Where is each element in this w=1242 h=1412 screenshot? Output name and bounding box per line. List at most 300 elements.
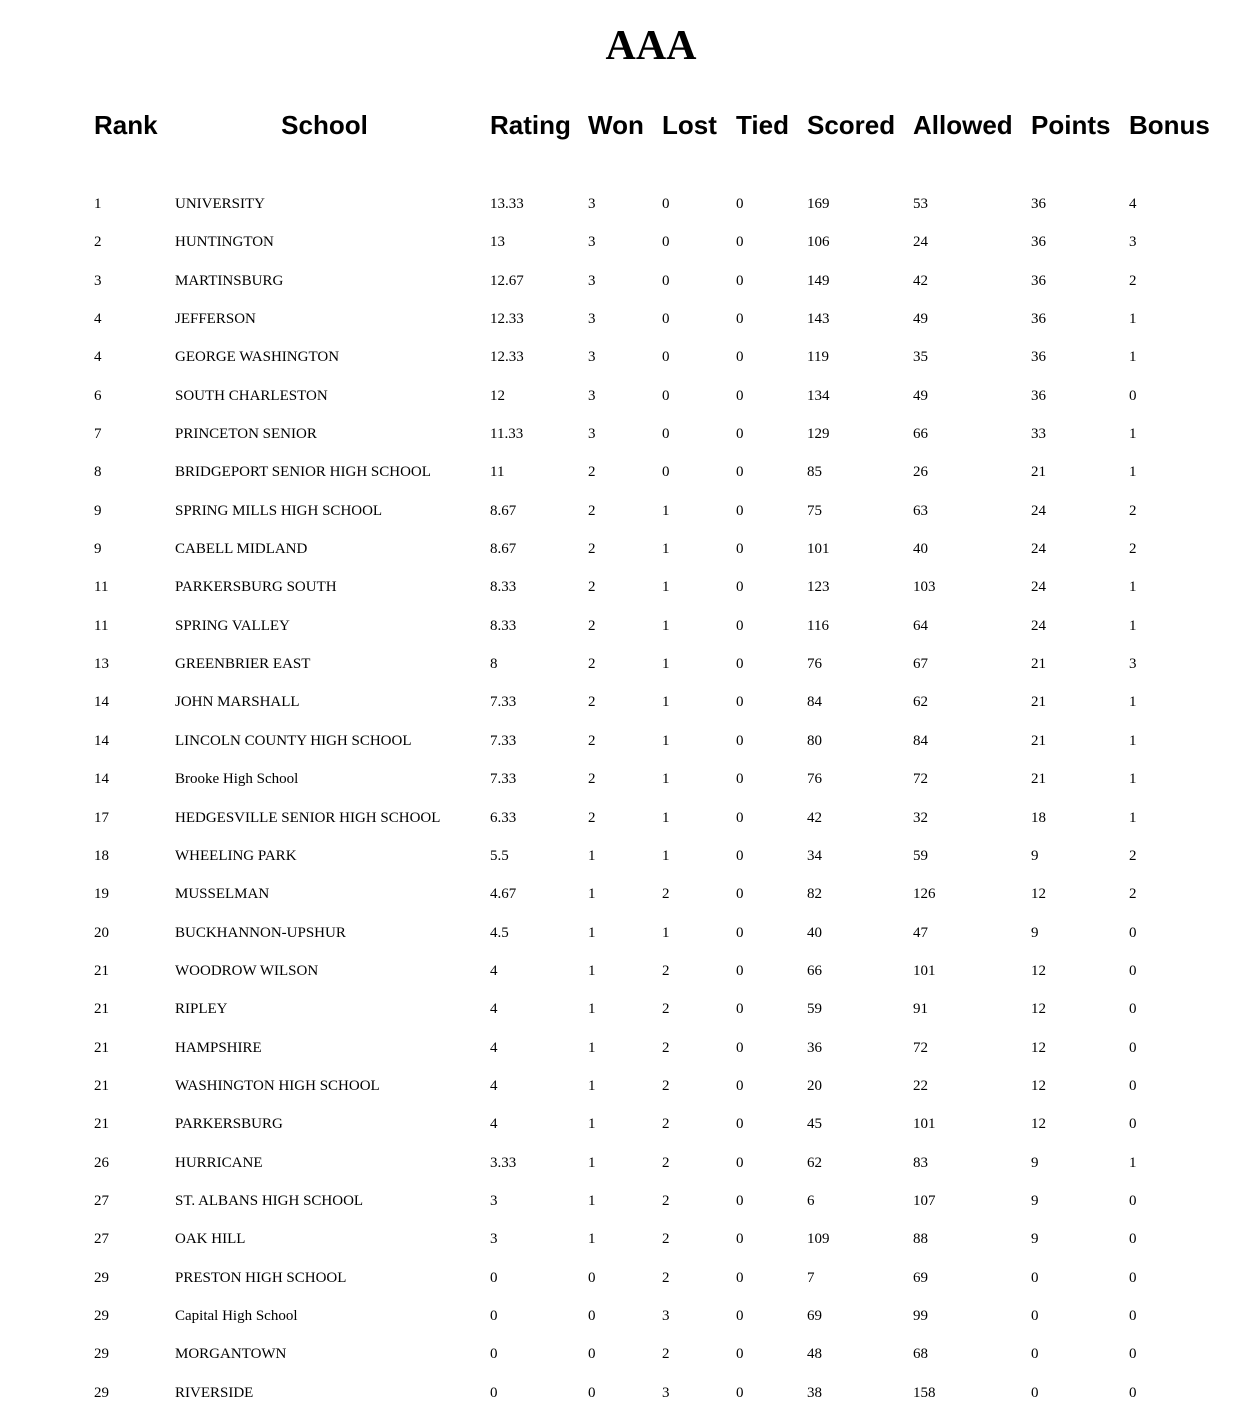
- table-row: [86, 224, 1226, 262]
- points-cell: 21: [1031, 771, 1046, 788]
- column-header-won: Won: [588, 109, 644, 140]
- school-cell: PRINCETON SENIOR: [175, 426, 317, 443]
- points-cell: 18: [1031, 809, 1046, 826]
- points-cell: 33: [1031, 426, 1046, 443]
- won-cell: 1: [588, 1154, 596, 1171]
- points-cell: 12: [1031, 886, 1046, 903]
- rating-cell: 8.33: [490, 617, 517, 634]
- column-header-rating: Rating: [490, 109, 571, 140]
- rank-cell: 11: [94, 617, 109, 634]
- scored-cell: 76: [807, 656, 822, 673]
- table-row: [86, 1297, 1226, 1335]
- rank-cell: 2: [94, 234, 102, 251]
- rating-cell: 12: [490, 387, 505, 404]
- allowed-cell: 59: [913, 847, 928, 864]
- table-row: [86, 684, 1226, 722]
- points-cell: 12: [1031, 962, 1046, 979]
- table-row: [86, 1182, 1226, 1220]
- lost-cell: 0: [662, 234, 670, 251]
- school-cell: PARKERSBURG: [175, 1116, 283, 1133]
- rank-cell: 21: [94, 962, 109, 979]
- rank-cell: 17: [94, 809, 109, 826]
- school-cell: CABELL MIDLAND: [175, 541, 308, 558]
- points-cell: 36: [1031, 196, 1046, 213]
- points-cell: 36: [1031, 234, 1046, 251]
- allowed-cell: 24: [913, 234, 928, 251]
- lost-cell: 1: [662, 732, 670, 749]
- school-cell: MORGANTOWN: [175, 1346, 287, 1363]
- bonus-cell: 3: [1129, 234, 1137, 251]
- points-cell: 12: [1031, 1116, 1046, 1133]
- lost-cell: 2: [662, 1346, 670, 1363]
- lost-cell: 1: [662, 771, 670, 788]
- table-row: [86, 1029, 1226, 1067]
- bonus-cell: 1: [1129, 464, 1137, 481]
- scored-cell: 169: [807, 196, 830, 213]
- scored-cell: 42: [807, 809, 822, 826]
- tied-cell: 0: [736, 541, 744, 558]
- table-row: [86, 876, 1226, 914]
- school-cell: JOHN MARSHALL: [175, 694, 300, 711]
- points-cell: 9: [1031, 847, 1039, 864]
- scored-cell: 106: [807, 234, 830, 251]
- rank-cell: 27: [94, 1192, 109, 1209]
- school-cell: OAK HILL: [175, 1231, 246, 1248]
- bonus-cell: 1: [1129, 1154, 1137, 1171]
- school-cell: PRESTON HIGH SCHOOL: [175, 1269, 347, 1286]
- tied-cell: 0: [736, 694, 744, 711]
- bonus-cell: 1: [1129, 426, 1137, 443]
- table-row: [86, 1374, 1226, 1412]
- standings-table: [86, 103, 1226, 1412]
- tied-cell: 0: [736, 1307, 744, 1324]
- allowed-cell: 107: [913, 1192, 936, 1209]
- tied-cell: 0: [736, 1346, 744, 1363]
- table-row: [86, 607, 1226, 645]
- bonus-cell: 1: [1129, 311, 1137, 328]
- bonus-cell: 1: [1129, 809, 1137, 826]
- rank-cell: 6: [94, 387, 102, 404]
- rank-cell: 14: [94, 732, 109, 749]
- tied-cell: 0: [736, 809, 744, 826]
- allowed-cell: 158: [913, 1384, 936, 1401]
- school-cell: WHEELING PARK: [175, 847, 297, 864]
- school-cell: LINCOLN COUNTY HIGH SCHOOL: [175, 732, 412, 749]
- rating-cell: 3: [490, 1192, 498, 1209]
- bonus-cell: 1: [1129, 617, 1137, 634]
- lost-cell: 1: [662, 541, 670, 558]
- allowed-cell: 69: [913, 1269, 928, 1286]
- allowed-cell: 99: [913, 1307, 928, 1324]
- table-body: [86, 185, 1226, 1412]
- won-cell: 1: [588, 847, 596, 864]
- column-header-points: Points: [1031, 109, 1111, 140]
- school-cell: UNIVERSITY: [175, 196, 265, 213]
- won-cell: 1: [588, 1231, 596, 1248]
- rank-cell: 29: [94, 1269, 109, 1286]
- rank-cell: 8: [94, 464, 102, 481]
- table-row: [86, 492, 1226, 530]
- won-cell: 0: [588, 1346, 596, 1363]
- bonus-cell: 0: [1129, 1077, 1137, 1094]
- lost-cell: 1: [662, 809, 670, 826]
- school-cell: HURRICANE: [175, 1154, 263, 1171]
- rating-cell: 0: [490, 1269, 498, 1286]
- won-cell: 3: [588, 349, 596, 366]
- rating-cell: 4.5: [490, 924, 509, 941]
- table-row: [86, 530, 1226, 568]
- tied-cell: 0: [736, 1116, 744, 1133]
- points-cell: 36: [1031, 311, 1046, 328]
- rating-cell: 5.5: [490, 847, 509, 864]
- bonus-cell: 0: [1129, 1192, 1137, 1209]
- won-cell: 3: [588, 387, 596, 404]
- allowed-cell: 84: [913, 732, 928, 749]
- allowed-cell: 49: [913, 387, 928, 404]
- lost-cell: 2: [662, 1001, 670, 1018]
- allowed-cell: 40: [913, 541, 928, 558]
- won-cell: 2: [588, 502, 596, 519]
- table-row: [86, 300, 1226, 338]
- table-row: [86, 722, 1226, 760]
- tied-cell: 0: [736, 924, 744, 941]
- scored-cell: 82: [807, 886, 822, 903]
- allowed-cell: 49: [913, 311, 928, 328]
- bonus-cell: 2: [1129, 886, 1137, 903]
- won-cell: 2: [588, 617, 596, 634]
- scored-cell: 101: [807, 541, 830, 558]
- allowed-cell: 101: [913, 962, 936, 979]
- tied-cell: 0: [736, 234, 744, 251]
- bonus-cell: 1: [1129, 694, 1137, 711]
- school-cell: SPRING MILLS HIGH SCHOOL: [175, 502, 383, 519]
- bonus-cell: 0: [1129, 1269, 1137, 1286]
- bonus-cell: 2: [1129, 272, 1137, 289]
- bonus-cell: 0: [1129, 1001, 1137, 1018]
- rating-cell: 7.33: [490, 732, 517, 749]
- bonus-cell: 0: [1129, 1307, 1137, 1324]
- rating-cell: 8.33: [490, 579, 517, 596]
- points-cell: 9: [1031, 1231, 1039, 1248]
- rating-cell: 13: [490, 234, 505, 251]
- rank-cell: 26: [94, 1154, 109, 1171]
- rank-cell: 29: [94, 1384, 109, 1401]
- lost-cell: 1: [662, 656, 670, 673]
- scored-cell: 80: [807, 732, 822, 749]
- rank-cell: 3: [94, 272, 102, 289]
- column-header-lost: Lost: [662, 109, 717, 140]
- won-cell: 3: [588, 234, 596, 251]
- scored-cell: 109: [807, 1231, 830, 1248]
- won-cell: 1: [588, 962, 596, 979]
- tied-cell: 0: [736, 1154, 744, 1171]
- rating-cell: 0: [490, 1346, 498, 1363]
- scored-cell: 7: [807, 1269, 815, 1286]
- bonus-cell: 1: [1129, 732, 1137, 749]
- rank-cell: 29: [94, 1346, 109, 1363]
- table-row: [86, 914, 1226, 952]
- rank-cell: 19: [94, 886, 109, 903]
- won-cell: 2: [588, 464, 596, 481]
- won-cell: 2: [588, 579, 596, 596]
- allowed-cell: 72: [913, 771, 928, 788]
- won-cell: 0: [588, 1269, 596, 1286]
- lost-cell: 0: [662, 464, 670, 481]
- table-row: [86, 185, 1226, 223]
- points-cell: 24: [1031, 502, 1046, 519]
- rank-cell: 4: [94, 349, 102, 366]
- lost-cell: 1: [662, 847, 670, 864]
- rating-cell: 4: [490, 1039, 498, 1056]
- won-cell: 1: [588, 886, 596, 903]
- tied-cell: 0: [736, 962, 744, 979]
- rank-cell: 9: [94, 502, 102, 519]
- scored-cell: 34: [807, 847, 822, 864]
- rating-cell: 3.33: [490, 1154, 517, 1171]
- rank-cell: 21: [94, 1001, 109, 1018]
- points-cell: 12: [1031, 1039, 1046, 1056]
- table-row: [86, 991, 1226, 1029]
- lost-cell: 0: [662, 196, 670, 213]
- bonus-cell: 3: [1129, 656, 1137, 673]
- rating-cell: 6.33: [490, 809, 517, 826]
- allowed-cell: 22: [913, 1077, 928, 1094]
- page-title: AAA: [605, 23, 697, 69]
- school-cell: SPRING VALLEY: [175, 617, 290, 634]
- table-row: [86, 454, 1226, 492]
- table-row: [86, 952, 1226, 990]
- scored-cell: 59: [807, 1001, 822, 1018]
- won-cell: 3: [588, 311, 596, 328]
- lost-cell: 2: [662, 1192, 670, 1209]
- rating-cell: 7.33: [490, 771, 517, 788]
- school-cell: RIVERSIDE: [175, 1384, 254, 1401]
- school-cell: HUNTINGTON: [175, 234, 274, 251]
- bonus-cell: 0: [1129, 1346, 1137, 1363]
- table-row: [86, 1067, 1226, 1105]
- lost-cell: 0: [662, 387, 670, 404]
- table-row: [86, 415, 1226, 453]
- lost-cell: 1: [662, 694, 670, 711]
- rank-cell: 21: [94, 1116, 109, 1133]
- rank-cell: 29: [94, 1307, 109, 1324]
- bonus-cell: 0: [1129, 962, 1137, 979]
- allowed-cell: 47: [913, 924, 928, 941]
- rank-cell: 21: [94, 1077, 109, 1094]
- bonus-cell: 1: [1129, 771, 1137, 788]
- tied-cell: 0: [736, 579, 744, 596]
- rating-cell: 4: [490, 1116, 498, 1133]
- lost-cell: 0: [662, 311, 670, 328]
- won-cell: 2: [588, 694, 596, 711]
- rating-cell: 8.67: [490, 502, 517, 519]
- rank-cell: 1: [94, 196, 102, 213]
- tied-cell: 0: [736, 1039, 744, 1056]
- school-cell: RIPLEY: [175, 1001, 228, 1018]
- allowed-cell: 35: [913, 349, 928, 366]
- tied-cell: 0: [736, 502, 744, 519]
- tied-cell: 0: [736, 387, 744, 404]
- points-cell: 36: [1031, 387, 1046, 404]
- rank-cell: 14: [94, 771, 109, 788]
- lost-cell: 2: [662, 886, 670, 903]
- rating-cell: 4: [490, 962, 498, 979]
- column-header-rank: Rank: [94, 109, 158, 140]
- points-cell: 24: [1031, 579, 1046, 596]
- allowed-cell: 32: [913, 809, 928, 826]
- points-cell: 36: [1031, 272, 1046, 289]
- table-row: [86, 569, 1226, 607]
- tied-cell: 0: [736, 464, 744, 481]
- rating-cell: 4.67: [490, 886, 517, 903]
- rank-cell: 14: [94, 694, 109, 711]
- bonus-cell: 4: [1129, 196, 1137, 213]
- points-cell: 9: [1031, 924, 1039, 941]
- scored-cell: 69: [807, 1307, 822, 1324]
- bonus-cell: 2: [1129, 541, 1137, 558]
- scored-cell: 66: [807, 962, 822, 979]
- won-cell: 1: [588, 1077, 596, 1094]
- rank-cell: 27: [94, 1231, 109, 1248]
- points-cell: 0: [1031, 1384, 1039, 1401]
- points-cell: 12: [1031, 1077, 1046, 1094]
- bonus-cell: 0: [1129, 1116, 1137, 1133]
- tied-cell: 0: [736, 656, 744, 673]
- won-cell: 2: [588, 732, 596, 749]
- scored-cell: 6: [807, 1192, 815, 1209]
- lost-cell: 3: [662, 1384, 670, 1401]
- rank-cell: 20: [94, 924, 109, 941]
- won-cell: 1: [588, 1039, 596, 1056]
- school-cell: GEORGE WASHINGTON: [175, 349, 340, 366]
- scored-cell: 123: [807, 579, 830, 596]
- tied-cell: 0: [736, 1269, 744, 1286]
- rating-cell: 7.33: [490, 694, 517, 711]
- lost-cell: 0: [662, 349, 670, 366]
- lost-cell: 2: [662, 1039, 670, 1056]
- scored-cell: 134: [807, 387, 830, 404]
- tied-cell: 0: [736, 886, 744, 903]
- points-cell: 21: [1031, 694, 1046, 711]
- school-cell: HEDGESVILLE SENIOR HIGH SCHOOL: [175, 809, 441, 826]
- rank-cell: 18: [94, 847, 109, 864]
- allowed-cell: 67: [913, 656, 928, 673]
- won-cell: 2: [588, 809, 596, 826]
- allowed-cell: 88: [913, 1231, 928, 1248]
- rating-cell: 4: [490, 1001, 498, 1018]
- won-cell: 2: [588, 656, 596, 673]
- school-cell: WASHINGTON HIGH SCHOOL: [175, 1077, 380, 1094]
- rating-cell: 11.33: [490, 426, 524, 443]
- won-cell: 1: [588, 1001, 596, 1018]
- points-cell: 21: [1031, 464, 1046, 481]
- rating-cell: 13.33: [490, 196, 524, 213]
- rating-cell: 0: [490, 1384, 498, 1401]
- won-cell: 2: [588, 541, 596, 558]
- school-cell: Capital High School: [175, 1307, 298, 1324]
- points-cell: 21: [1031, 732, 1046, 749]
- allowed-cell: 26: [913, 464, 928, 481]
- lost-cell: 2: [662, 1231, 670, 1248]
- won-cell: 0: [588, 1307, 596, 1324]
- tied-cell: 0: [736, 272, 744, 289]
- tied-cell: 0: [736, 732, 744, 749]
- points-cell: 24: [1031, 541, 1046, 558]
- column-header-tied: Tied: [736, 109, 789, 140]
- lost-cell: 1: [662, 579, 670, 596]
- column-header-scored: Scored: [807, 109, 896, 140]
- bonus-cell: 1: [1129, 349, 1137, 366]
- tied-cell: 0: [736, 1077, 744, 1094]
- table-row: [86, 799, 1226, 837]
- points-cell: 0: [1031, 1346, 1039, 1363]
- tied-cell: 0: [736, 311, 744, 328]
- school-cell: Brooke High School: [175, 771, 299, 788]
- rating-cell: 12.33: [490, 349, 524, 366]
- bonus-cell: 1: [1129, 579, 1137, 596]
- bonus-cell: 2: [1129, 502, 1137, 519]
- school-cell: BRIDGEPORT SENIOR HIGH SCHOOL: [175, 464, 431, 481]
- lost-cell: 0: [662, 426, 670, 443]
- column-header-school: School: [281, 109, 368, 140]
- allowed-cell: 103: [913, 579, 936, 596]
- rating-cell: 8: [490, 656, 498, 673]
- lost-cell: 0: [662, 272, 670, 289]
- scored-cell: 45: [807, 1116, 822, 1133]
- table-row: [86, 837, 1226, 875]
- scored-cell: 40: [807, 924, 822, 941]
- scored-cell: 38: [807, 1384, 822, 1401]
- rating-cell: 4: [490, 1077, 498, 1094]
- school-cell: GREENBRIER EAST: [175, 656, 311, 673]
- table-row: [86, 262, 1226, 300]
- table-row: [86, 645, 1226, 683]
- column-header-allowed: Allowed: [913, 109, 1013, 140]
- tied-cell: 0: [736, 426, 744, 443]
- rank-cell: 9: [94, 541, 102, 558]
- scored-cell: 20: [807, 1077, 822, 1094]
- scored-cell: 129: [807, 426, 830, 443]
- bonus-cell: 0: [1129, 1039, 1137, 1056]
- lost-cell: 2: [662, 1154, 670, 1171]
- tied-cell: 0: [736, 1384, 744, 1401]
- allowed-cell: 66: [913, 426, 928, 443]
- table-row: [86, 1259, 1226, 1297]
- scored-cell: 143: [807, 311, 830, 328]
- scored-cell: 36: [807, 1039, 822, 1056]
- won-cell: 2: [588, 771, 596, 788]
- allowed-cell: 64: [913, 617, 928, 634]
- rating-cell: 12.33: [490, 311, 524, 328]
- bonus-cell: 0: [1129, 1231, 1137, 1248]
- scored-cell: 149: [807, 272, 830, 289]
- rating-cell: 3: [490, 1231, 498, 1248]
- lost-cell: 1: [662, 502, 670, 519]
- points-cell: 12: [1031, 1001, 1046, 1018]
- table-row: [86, 1144, 1226, 1182]
- scored-cell: 85: [807, 464, 822, 481]
- points-cell: 21: [1031, 656, 1046, 673]
- rating-cell: 12.67: [490, 272, 524, 289]
- scored-cell: 84: [807, 694, 822, 711]
- rating-cell: 8.67: [490, 541, 517, 558]
- tied-cell: 0: [736, 847, 744, 864]
- lost-cell: 1: [662, 924, 670, 941]
- allowed-cell: 62: [913, 694, 928, 711]
- won-cell: 0: [588, 1384, 596, 1401]
- scored-cell: 48: [807, 1346, 822, 1363]
- tied-cell: 0: [736, 771, 744, 788]
